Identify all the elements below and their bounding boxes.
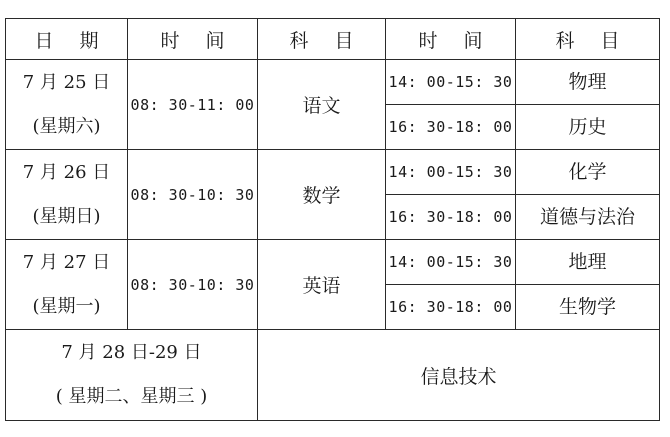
afternoon-time-cell: 14: 00-15: 30	[386, 60, 516, 105]
afternoon-time-cell: 14: 00-15: 30	[386, 240, 516, 285]
morning-time-cell: 08: 30-10: 30	[128, 240, 258, 330]
date-text: 7 月 25 日	[22, 71, 111, 93]
date-text: 7 月 28 日-29 日	[61, 342, 202, 363]
afternoon-time-cell: 14: 00-15: 30	[386, 150, 516, 195]
morning-time-cell: 08: 30-11: 00	[128, 60, 258, 150]
afternoon-subject-cell: 化学	[516, 150, 660, 195]
afternoon-subject-cell: 生物学	[516, 285, 660, 330]
afternoon-subject-cell: 物理	[516, 60, 660, 105]
afternoon-subject-cell: 历史	[516, 105, 660, 150]
morning-subject-cell: 语文	[258, 60, 386, 150]
table-row	[6, 60, 660, 105]
final-date-cell	[6, 330, 258, 421]
weekday-text: ( 星期二、星期三 )	[55, 386, 208, 407]
table-row	[6, 150, 660, 195]
morning-subject-cell: 英语	[258, 240, 386, 330]
weekday-text: (星期一)	[32, 295, 101, 317]
afternoon-subject-cell: 地理	[516, 240, 660, 285]
afternoon-subject-cell: 道德与法治	[516, 195, 660, 240]
header-morning-time: 时 间	[128, 19, 258, 60]
weekday-text: (星期六)	[32, 115, 101, 137]
afternoon-time-cell: 16: 30-18: 00	[386, 285, 516, 330]
header-afternoon-time: 时 间	[386, 19, 516, 60]
date-cell	[6, 150, 128, 240]
afternoon-time-cell: 16: 30-18: 00	[386, 105, 516, 150]
weekday-text: (星期日)	[32, 205, 101, 227]
morning-time-cell: 08: 30-10: 30	[128, 150, 258, 240]
header-date: 日 期	[6, 19, 128, 60]
date-cell	[6, 240, 128, 330]
header-row	[6, 19, 660, 60]
table-row	[6, 330, 660, 421]
table-row	[6, 240, 660, 285]
morning-subject-cell: 数学	[258, 150, 386, 240]
exam-schedule-table	[5, 18, 660, 421]
afternoon-time-cell: 16: 30-18: 00	[386, 195, 516, 240]
date-text: 7 月 26 日	[22, 161, 111, 183]
final-subject-cell: 信息技术	[258, 330, 660, 421]
header-morning-subject: 科 目	[258, 19, 386, 60]
header-afternoon-subject: 科 目	[516, 19, 660, 60]
date-cell	[6, 60, 128, 150]
date-text: 7 月 27 日	[22, 251, 111, 273]
